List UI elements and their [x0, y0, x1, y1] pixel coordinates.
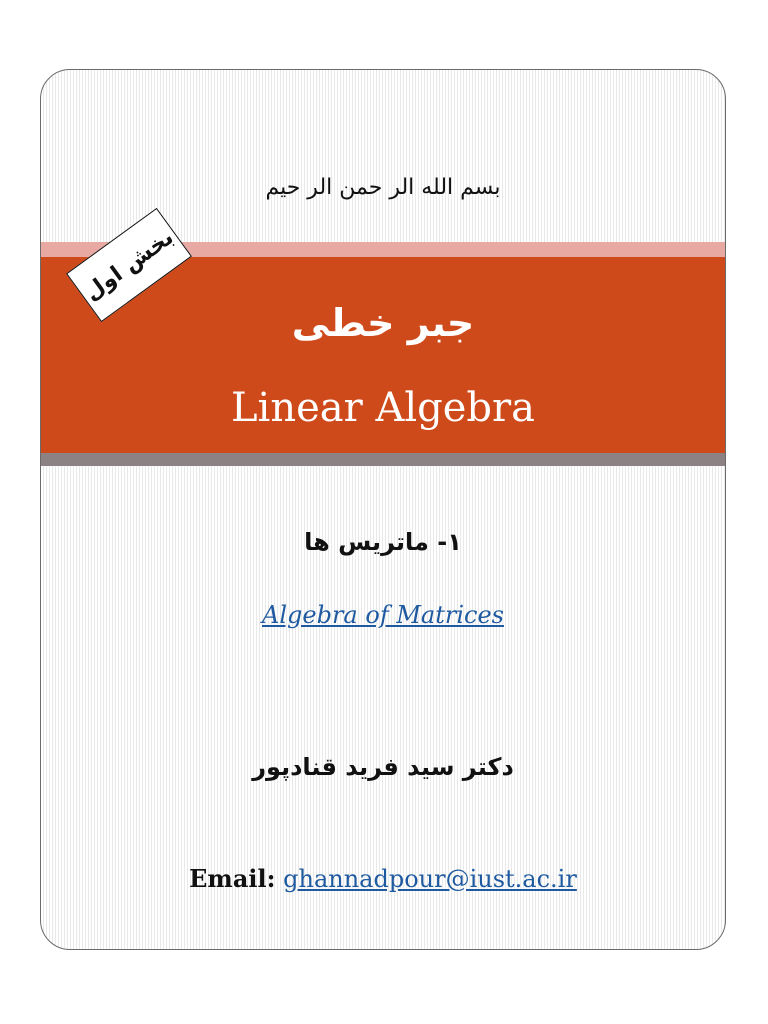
subtitle-persian: ۱- ماتریس ها — [304, 528, 462, 556]
subtitle-english-link[interactable]: Algebra of Matrices — [262, 601, 504, 629]
email-line — [41, 864, 725, 893]
title-english: Linear Algebra — [230, 385, 535, 431]
slide-card — [40, 69, 726, 950]
author-name: دکتر سید فرید قنادپور — [252, 753, 514, 781]
title-persian: جبر خطی — [291, 301, 475, 345]
basmala-text: بسم الله الر حمن الر حیم — [265, 175, 501, 200]
section-stamp-label: بخش اول — [79, 224, 179, 306]
email-label: Email: — [189, 864, 276, 893]
email-link[interactable]: ghannadpour@iust.ac.ir — [283, 865, 577, 893]
subtitle-english-container — [41, 601, 725, 629]
title-band-bottom-stripe — [41, 453, 725, 466]
